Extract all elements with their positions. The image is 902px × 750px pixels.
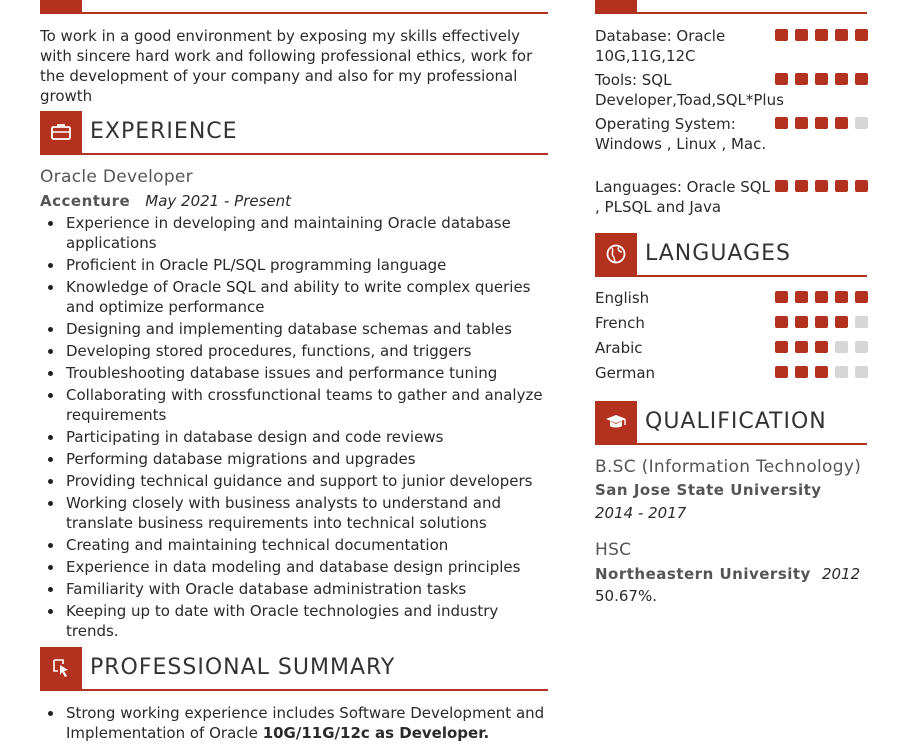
rating-dot xyxy=(815,117,828,129)
language-label: Arabic xyxy=(595,339,643,357)
qualification-header xyxy=(595,401,867,445)
experience-header xyxy=(40,111,548,155)
rating-dot xyxy=(835,366,848,378)
degree-2: HSC xyxy=(595,540,632,560)
rating-dot xyxy=(815,180,828,192)
target-icon xyxy=(51,0,71,1)
experience-bullet: Experience in data modeling and database design principles xyxy=(40,557,550,577)
language-rating xyxy=(775,291,868,303)
experience-bullet: Knowledge of Oracle SQL and ability to write complex queries and optimize performance xyxy=(40,277,550,317)
rating-dot xyxy=(855,180,868,192)
experience-bullet: Creating and maintaining technical documentation xyxy=(40,535,550,555)
gear-icon xyxy=(606,0,626,1)
rating-dot xyxy=(835,316,848,328)
skill-label: Languages: Oracle SQL , PLSQL and Java xyxy=(595,178,770,216)
rating-dot xyxy=(855,29,868,41)
job-dates: May 2021 - Present xyxy=(145,192,292,210)
experience-bullet: Collaborating with crossfunctional teams to gather and analyze requirements xyxy=(40,385,550,425)
cursor-click-icon xyxy=(51,658,71,678)
skills-header xyxy=(595,0,867,14)
experience-bullet: Keeping up to date with Oracle technologies and industry trends. xyxy=(40,601,550,641)
rating-dot xyxy=(835,73,848,85)
job-meta xyxy=(40,191,291,211)
experience-bullet: Experience in developing and maintaining Oracle database applications xyxy=(40,213,550,253)
rating-dot xyxy=(795,366,808,378)
languages-title: LANGUAGES xyxy=(645,241,791,266)
rating-dot xyxy=(775,117,788,129)
experience-bullet: Troubleshooting database issues and performance tuning xyxy=(40,363,550,383)
rating-dot xyxy=(855,316,868,328)
rating-dot xyxy=(775,341,788,353)
rating-dot xyxy=(775,291,788,303)
rating-dot xyxy=(815,316,828,328)
skill-label: Database: Oracle 10G,11G,12C xyxy=(595,27,726,65)
experience-bullet: Providing technical guidance and support to junior developers xyxy=(40,471,550,491)
languages-section-icon xyxy=(595,233,637,275)
language-label: French xyxy=(595,314,645,332)
rating-dot xyxy=(855,117,868,129)
language-rating xyxy=(775,316,868,328)
rating-dot xyxy=(775,180,788,192)
experience-section-icon xyxy=(40,111,82,153)
rating-dot xyxy=(795,73,808,85)
skill-rating xyxy=(775,73,868,85)
rating-dot xyxy=(775,316,788,328)
company-name: Accenture xyxy=(40,192,131,210)
rating-dot xyxy=(795,291,808,303)
qualification-section-icon xyxy=(595,401,637,443)
experience-bullet-list xyxy=(40,213,550,643)
language-label: German xyxy=(595,364,656,382)
experience-bullet: Working closely with business analysts to understand and translate business requirements into technical solutions xyxy=(40,493,550,533)
dates-2: 2012 xyxy=(821,565,861,583)
summary-bullet: Strong working experience includes Software Development and Implementation of Oracle 10G/11G/12c as Developer. xyxy=(40,703,550,743)
rating-dot xyxy=(815,29,828,41)
summary-title: PROFESSIONAL SUMMARY xyxy=(90,655,396,680)
rating-dot xyxy=(795,341,808,353)
experience-bullet: Performing database migrations and upgrades xyxy=(40,449,550,469)
experience-bullet: Proficient in Oracle PL/SQL programming language xyxy=(40,255,550,275)
experience-bullet: Developing stored procedures, functions, and triggers xyxy=(40,341,550,361)
job-title: Oracle Developer xyxy=(40,167,193,187)
rating-dot xyxy=(815,366,828,378)
summary-section-icon xyxy=(40,647,82,689)
rating-dot xyxy=(775,73,788,85)
skill-rating xyxy=(775,117,868,129)
rating-dot xyxy=(815,341,828,353)
experience-bullet: Participating in database design and code reviews xyxy=(40,427,550,447)
experience-title: EXPERIENCE xyxy=(90,119,238,144)
summary-bullet-list xyxy=(40,703,550,745)
degree-1: B.SC (Information Technology) xyxy=(595,457,862,477)
rating-dot xyxy=(835,291,848,303)
rating-dot xyxy=(835,29,848,41)
rating-dot xyxy=(835,180,848,192)
experience-bullet: Familiarity with Oracle database administration tasks xyxy=(40,579,550,599)
language-rating xyxy=(775,366,868,378)
score-2: 50.67%. xyxy=(595,587,657,605)
skills-section-icon xyxy=(595,0,637,12)
rating-dot xyxy=(775,29,788,41)
objective-text: To work in a good environment by exposing my skills effectively with sincere hard work and following professional ethics, work for the development of your company and also for my professional growth xyxy=(40,27,533,105)
rating-dot xyxy=(815,291,828,303)
rating-dot xyxy=(775,366,788,378)
rating-dot xyxy=(815,73,828,85)
experience-bullet: Designing and implementing database schemas and tables xyxy=(40,319,550,339)
rating-dot xyxy=(795,117,808,129)
rating-dot xyxy=(795,29,808,41)
objective-section-icon xyxy=(40,0,82,12)
school-2-row xyxy=(595,564,860,584)
rating-dot xyxy=(795,180,808,192)
summary-header xyxy=(40,647,548,691)
skill-rating xyxy=(775,180,868,192)
skill-label: Tools: SQL Developer,Toad,SQL*Plus xyxy=(595,71,784,109)
briefcase-icon xyxy=(50,123,72,141)
globe-icon xyxy=(605,243,627,265)
school-1: San Jose State University xyxy=(595,481,822,499)
skill-rating xyxy=(775,29,868,41)
rating-dot xyxy=(855,291,868,303)
school-2: Northeastern University xyxy=(595,565,811,583)
dates-1: 2014 - 2017 xyxy=(595,504,687,522)
skill-label: Operating System: Windows , Linux , Mac. xyxy=(595,115,767,153)
rating-dot xyxy=(795,316,808,328)
rating-dot xyxy=(835,117,848,129)
rating-dot xyxy=(835,341,848,353)
rating-dot xyxy=(855,73,868,85)
rating-dot xyxy=(855,341,868,353)
language-label: English xyxy=(595,289,650,307)
objective-header xyxy=(40,0,548,14)
languages-header xyxy=(595,233,867,277)
graduation-cap-icon xyxy=(604,412,628,432)
qualification-title: QUALIFICATION xyxy=(645,409,827,434)
rating-dot xyxy=(855,366,868,378)
language-rating xyxy=(775,341,868,353)
